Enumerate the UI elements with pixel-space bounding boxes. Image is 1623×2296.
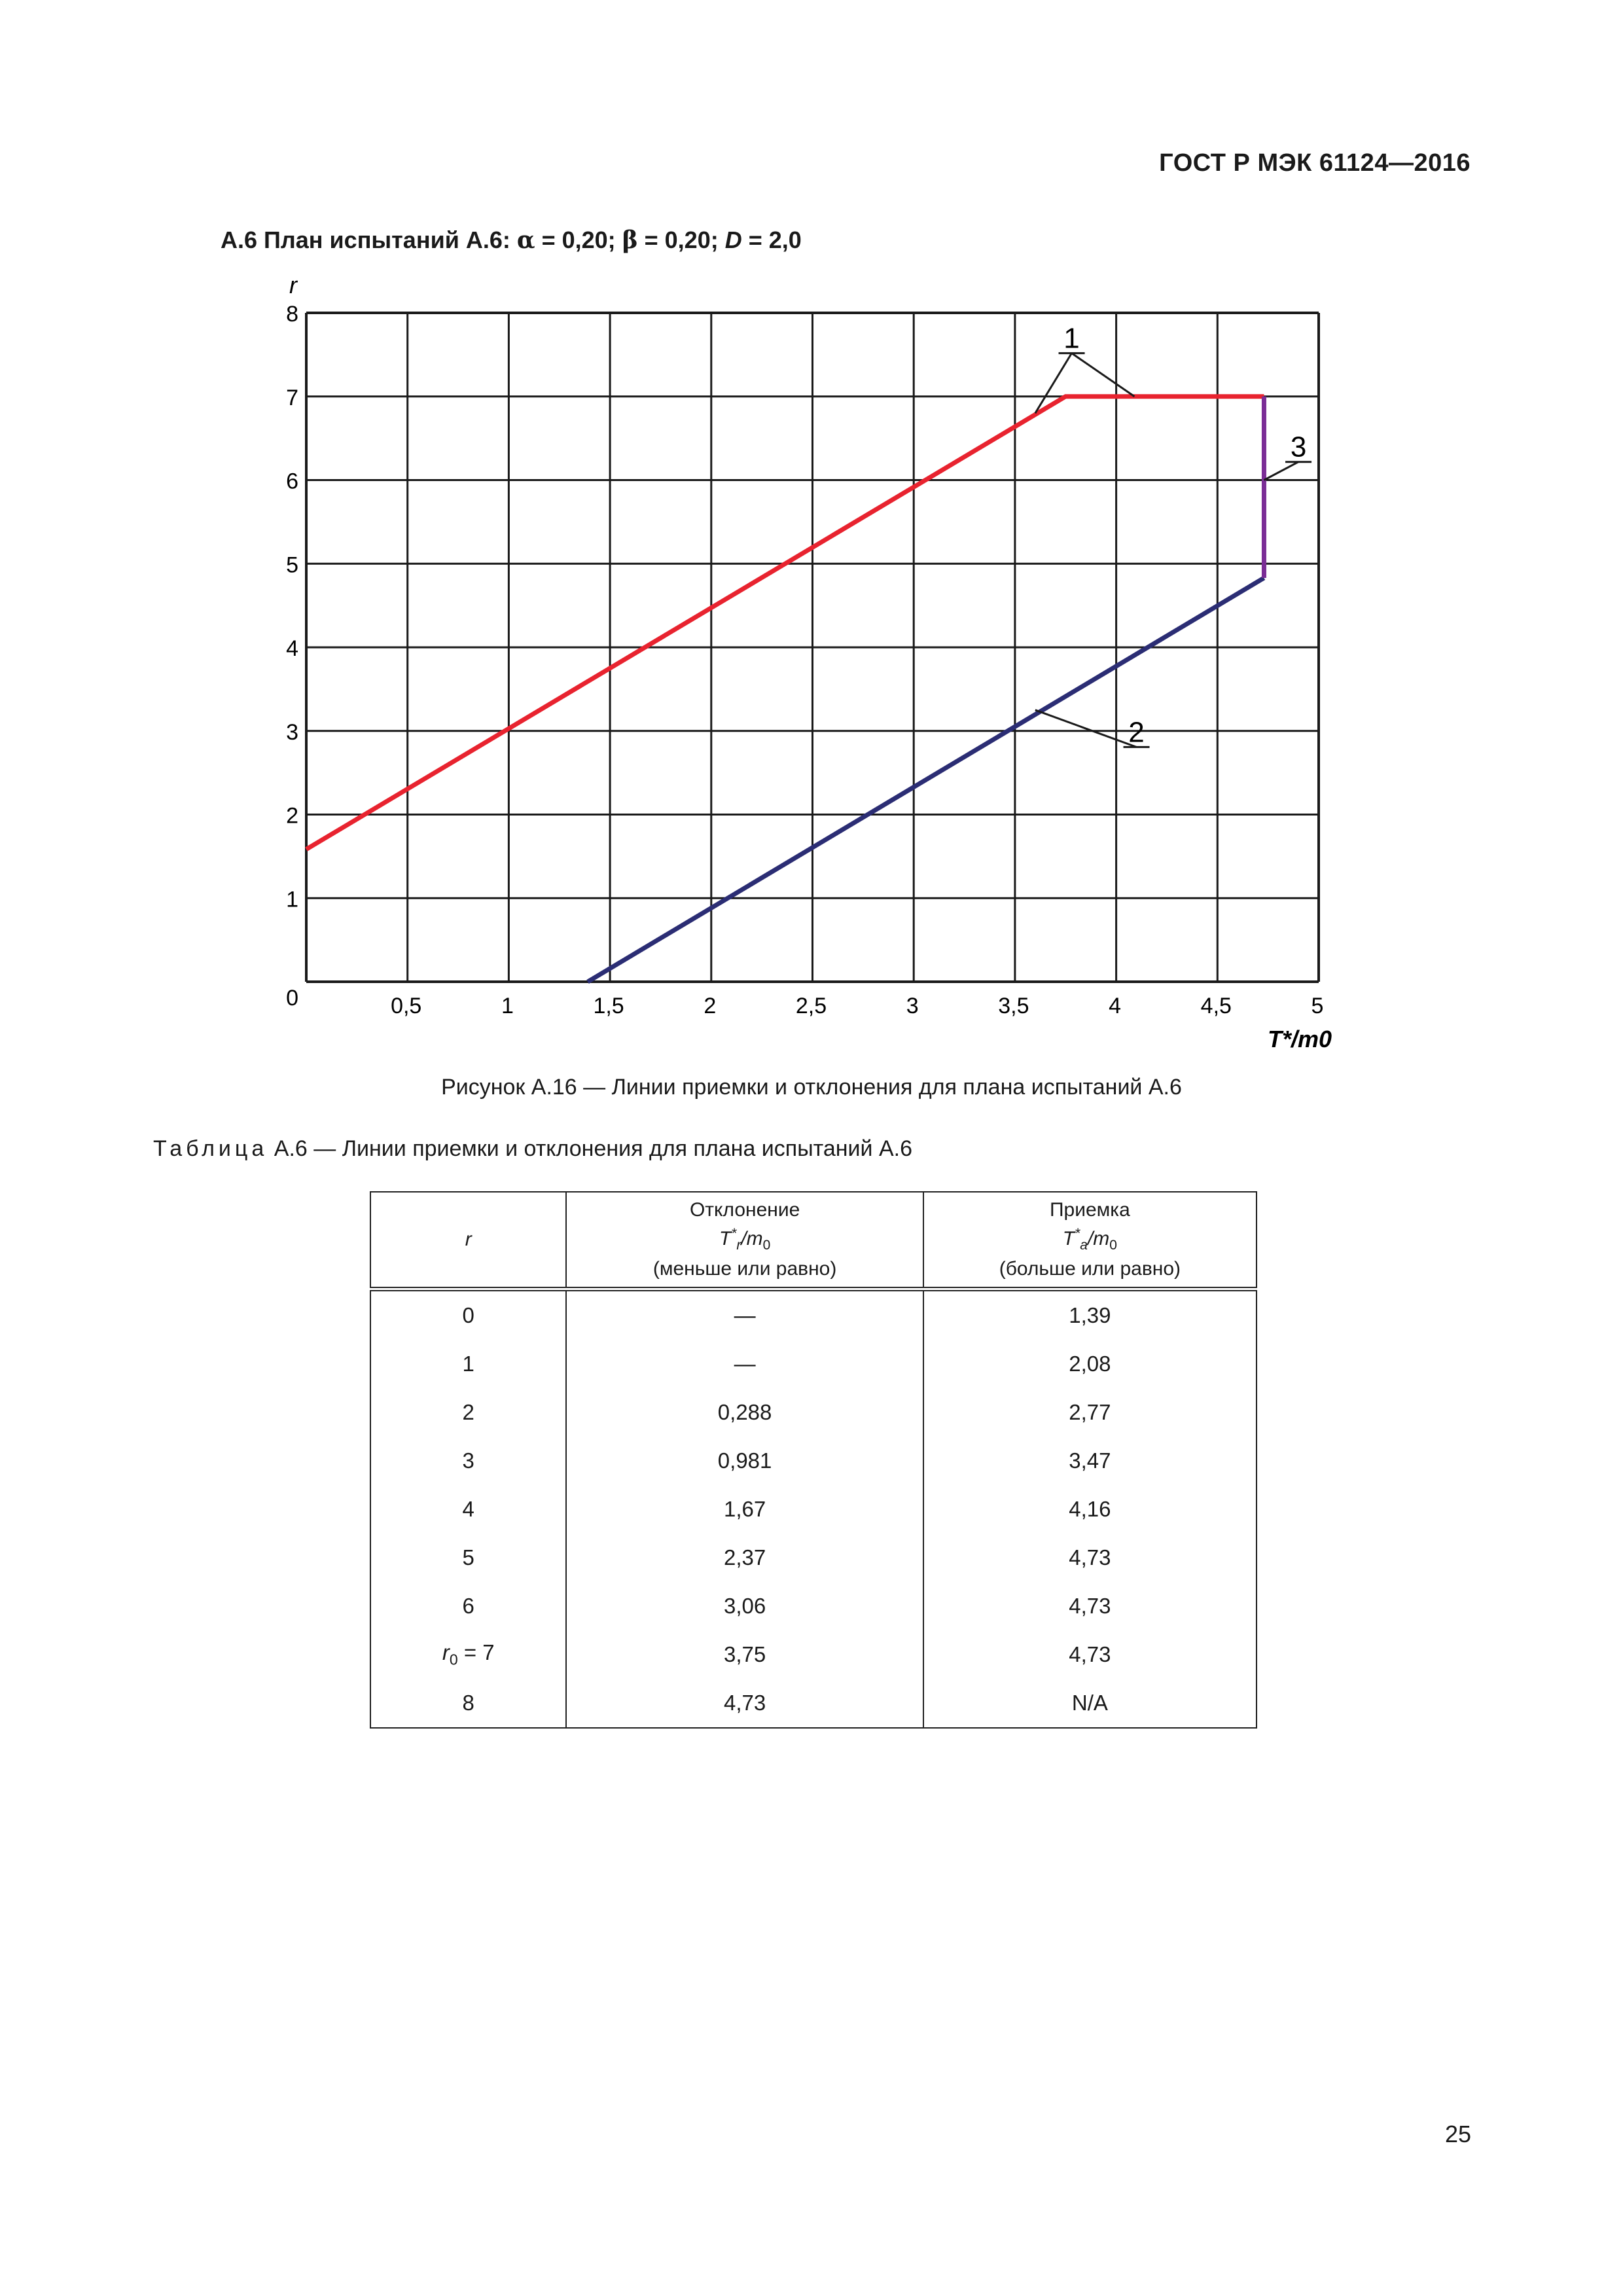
cell-r: $r_0 = 7$: [370, 1630, 566, 1679]
cell-rejection: —: [566, 1289, 923, 1340]
x-tick-label: 3,5: [998, 994, 1029, 1018]
y-tick-label: 3: [286, 719, 298, 745]
alpha-symbol: α: [516, 226, 535, 254]
rejection-note: (меньше или равно): [652, 1258, 837, 1280]
acceptance-symbol: $T^*_a/m_0$: [1062, 1226, 1117, 1253]
cell-rejection: 2,37: [566, 1534, 923, 1582]
annotation-label-2: 2: [1128, 716, 1145, 749]
table-caption-text: А.6 — Линии приемки и отклонения для плана испытаний А.6: [274, 1136, 912, 1161]
annotation-leader-line: [1072, 353, 1135, 397]
rejection-title: Отклонение: [689, 1199, 800, 1221]
chart-grid: [306, 313, 1319, 982]
series-line-2: [588, 578, 1264, 982]
table-row: [370, 1582, 1257, 1630]
cell-acceptance: 2,08: [923, 1340, 1257, 1388]
annotation-label-3: 3: [1290, 431, 1307, 463]
beta-value: = 0,20;: [644, 226, 719, 253]
cell-rejection: 4,73: [566, 1679, 923, 1728]
x-axis-label: T*/m0: [1267, 1026, 1332, 1052]
cell-rejection: 1,67: [566, 1485, 923, 1534]
y-tick-label: 4: [286, 636, 298, 661]
cell-acceptance: 4,16: [923, 1485, 1257, 1534]
acceptance-note: (больше или равно): [999, 1258, 1181, 1280]
y-tick-label: 8: [286, 302, 298, 327]
x-tick-label: 1,5: [593, 994, 624, 1018]
y-tick-label: 5: [286, 552, 298, 578]
y-axis-label: r: [289, 272, 297, 298]
chart-series: [306, 397, 1264, 982]
cell-acceptance: 3,47: [923, 1437, 1257, 1485]
y-tick-label: 6: [286, 469, 298, 494]
page-number: 25: [1444, 2121, 1471, 2147]
cell-acceptance: 4,73: [923, 1582, 1257, 1630]
x-tick-label: 5: [1311, 994, 1324, 1018]
y-tick-label: 0: [286, 986, 298, 1011]
cell-rejection: 0,288: [566, 1388, 923, 1437]
x-tick-label: 2,5: [795, 994, 827, 1018]
annotation-leader-line: [1035, 710, 1137, 747]
y-tick-label: 7: [286, 385, 298, 410]
acceptance-title: Приемка: [1049, 1199, 1130, 1221]
cell-r: 5: [370, 1534, 566, 1582]
cell-r: 1: [370, 1340, 566, 1388]
table-row: [370, 1679, 1257, 1728]
cell-acceptance: N/A: [923, 1679, 1257, 1728]
beta-symbol: β: [622, 226, 638, 254]
chart-annotations: [1035, 323, 1311, 749]
document-code: ГОСТ Р МЭК 61124—2016: [1159, 149, 1471, 177]
d-symbol: D: [724, 226, 742, 253]
cell-acceptance: 1,39: [923, 1289, 1257, 1340]
series-line-1: [306, 397, 1264, 850]
cell-acceptance: 4,73: [923, 1630, 1257, 1679]
x-tick-label: 3: [906, 994, 919, 1018]
x-tick-label: 0,5: [391, 994, 422, 1018]
cell-r: 0: [370, 1289, 566, 1340]
table-row: [370, 1289, 1257, 1340]
section-prefix: А.6 План испытаний А.6:: [221, 226, 510, 253]
alpha-value: = 0,20;: [541, 226, 616, 253]
header-acceptance: [923, 1192, 1257, 1289]
table-row: [370, 1534, 1257, 1582]
cell-r: 2: [370, 1388, 566, 1437]
rejection-symbol: $T^*_r/m_0$: [719, 1226, 771, 1253]
header-r: r: [370, 1192, 566, 1289]
table-caption-lead: Таблица: [153, 1136, 268, 1161]
cell-r: 6: [370, 1582, 566, 1630]
table-header-row: [370, 1192, 1257, 1289]
x-tick-label: 4,5: [1200, 994, 1232, 1018]
test-plan-chart: [0, 0, 1623, 1073]
table-row: [370, 1340, 1257, 1388]
cell-r: 8: [370, 1679, 566, 1728]
table-row: [370, 1485, 1257, 1534]
y-tick-label: 1: [286, 887, 298, 912]
cell-rejection: —: [566, 1340, 923, 1388]
x-tick-label: 4: [1109, 994, 1122, 1018]
cell-acceptance: 4,73: [923, 1534, 1257, 1582]
cell-rejection: 3,06: [566, 1582, 923, 1630]
cell-r: 4: [370, 1485, 566, 1534]
table-caption: [153, 1136, 912, 1162]
cell-acceptance: 2,77: [923, 1388, 1257, 1437]
table-row: [370, 1388, 1257, 1437]
figure-caption: Рисунок А.16 — Линии приемки и отклонения для плана испытаний А.6: [441, 1075, 1182, 1100]
x-tick-label: 2: [704, 994, 717, 1018]
chart-ticks: [286, 302, 1323, 1018]
y-tick-label: 2: [286, 803, 298, 829]
cell-rejection: 0,981: [566, 1437, 923, 1485]
acceptance-rejection-table: [370, 1191, 1257, 1729]
cell-rejection: 3,75: [566, 1630, 923, 1679]
annotation-leader-line: [1264, 462, 1298, 480]
d-value: = 2,0: [748, 226, 802, 253]
x-tick-label: 1: [501, 994, 514, 1018]
header-rejection: [566, 1192, 923, 1289]
table-row: [370, 1630, 1257, 1679]
annotation-label-1: 1: [1063, 322, 1080, 355]
cell-r: 3: [370, 1437, 566, 1485]
table-row: [370, 1437, 1257, 1485]
